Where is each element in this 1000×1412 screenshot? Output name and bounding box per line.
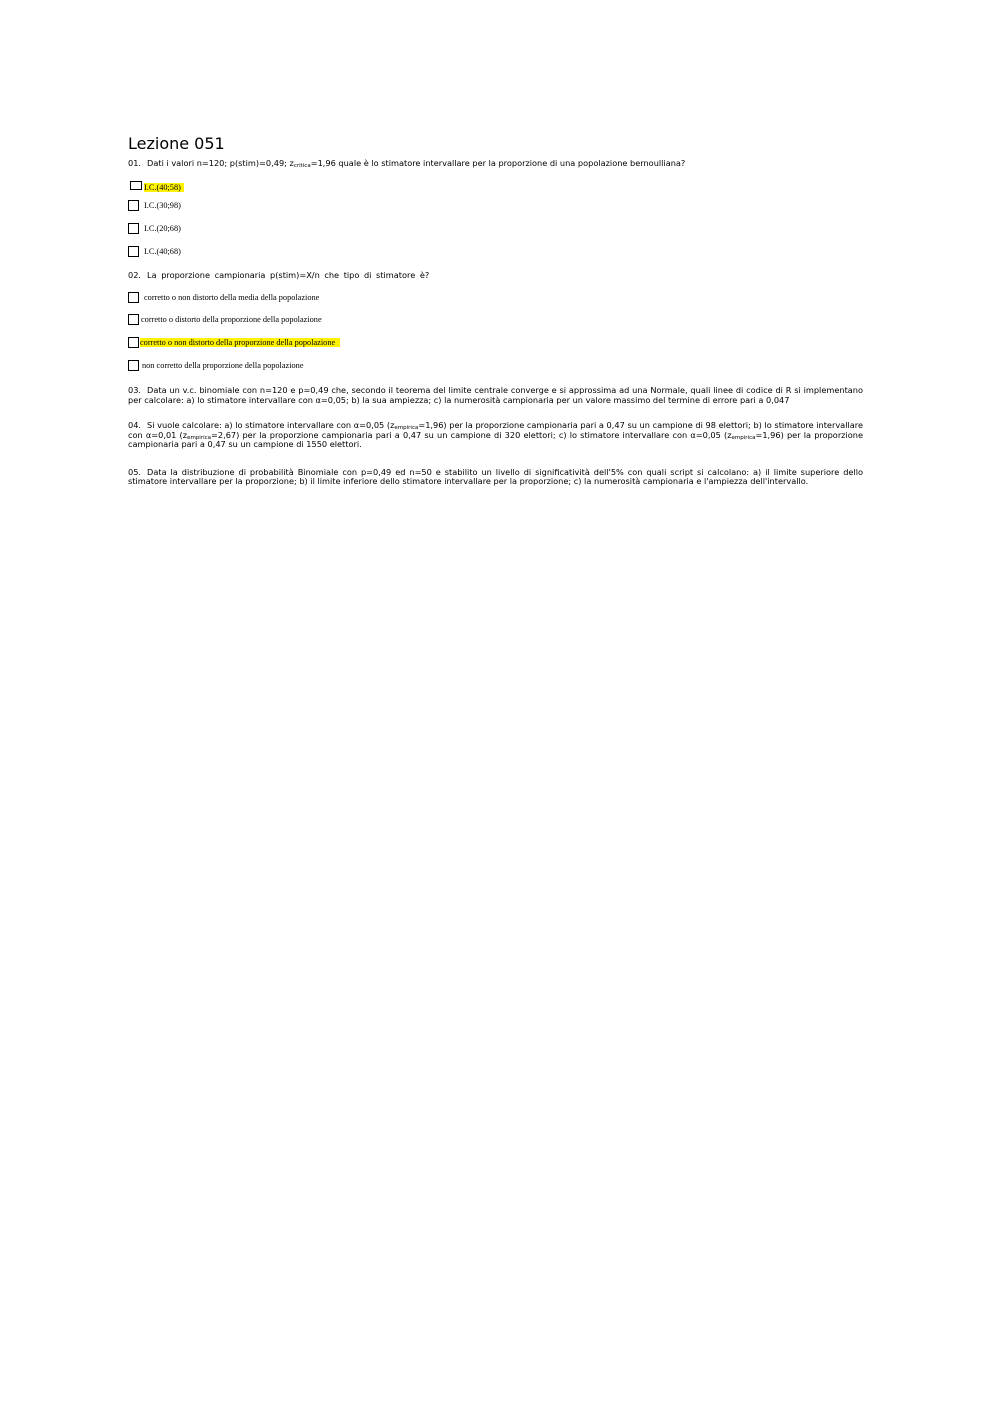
question-text-cont: =1,96) per la proporzione campionaria pari a 0,47 su un campione di 98 elettori; b) lo stimatore intervallare con α=0,01 (z <box>128 420 863 440</box>
subscript: empirica <box>187 434 212 441</box>
q2-option-4[interactable] <box>128 358 863 372</box>
question-1 <box>128 159 863 169</box>
question-5 <box>128 468 863 487</box>
question-text-cont: =1,96 quale è lo stimatore intervallare per la proporzione di una popolazione bernoulliana? <box>310 158 686 168</box>
subscript: critica <box>293 163 311 169</box>
question-4 <box>128 421 863 450</box>
q2-option-2[interactable] <box>128 312 863 326</box>
subscript: empirica <box>394 425 419 431</box>
checkbox-icon[interactable] <box>128 360 139 371</box>
question-text: Data un v.c. binomiale con n=120 e p=0,49 che, secondo il teorema del limite centrale converge e si approssima ad una Normale, quali linee di codice di R si implementano per calcolare: a) lo stimatore intervallare con α=0,05; b) la sua ampiezza; c) la numerosità campionaria per un valore massimo del termine di errore pari a 0,047 <box>128 385 863 405</box>
option-label: corretto o non distorto della media della popolazione <box>144 292 320 302</box>
checkbox-icon[interactable] <box>128 200 139 211</box>
q1-option-3[interactable] <box>128 222 863 236</box>
q2-option-1[interactable] <box>128 290 863 304</box>
option-label: I.C.(20;68) <box>144 224 181 233</box>
lesson-title: Lezione 051 <box>128 134 225 153</box>
question-2 <box>128 271 863 281</box>
question-number: 03. <box>128 385 142 395</box>
q2-option-3[interactable] <box>128 335 863 349</box>
checkbox-icon[interactable] <box>128 314 139 325</box>
option-label: I.C.(30;98) <box>144 201 181 210</box>
question-text-cont: =1,96) per la proporzione campionaria pari a 0,47 su un campione di 1550 elettori. <box>128 429 863 449</box>
question-number: 02. <box>128 269 142 280</box>
option-label: corretto o distorto della proporzione della popolazione <box>141 314 322 324</box>
question-text: Dati i valori n=120; p(stim)=0,49; z <box>147 158 294 168</box>
question-number: 04. <box>128 420 142 430</box>
checkbox-icon[interactable] <box>128 246 139 257</box>
option-label: non corretto della proporzione della popolazione <box>142 360 304 370</box>
checkbox-icon[interactable] <box>128 223 139 234</box>
option-label: I.C.(40;68) <box>144 247 181 256</box>
question-text: Si vuole calcolare: a) lo stimatore intervallare con α=0,05 (z <box>147 420 395 430</box>
checkbox-icon[interactable] <box>130 181 142 190</box>
q1-option-4[interactable] <box>128 245 863 259</box>
subscript: empirica <box>731 434 756 441</box>
question-number: 01. <box>128 158 142 168</box>
document-page <box>128 134 863 487</box>
question-text: La proporzione campionaria p(stim)=X/n che tipo di stimatore è? <box>147 269 430 280</box>
question-3 <box>128 386 863 405</box>
q1-option-2[interactable] <box>128 199 863 213</box>
option-label: I.C.(40;58) <box>144 183 184 192</box>
option-label: corretto o non distorto della proporzione della popolazione <box>140 338 340 347</box>
checkbox-icon[interactable] <box>128 292 139 303</box>
question-text-cont: =2,67) per la proporzione campionaria pari a 0,47 su un campione di 320 elettori; c) lo stimatore intervallare con α=0,05 (z <box>211 429 732 440</box>
checkbox-icon[interactable] <box>128 337 139 348</box>
question-text: Data la distribuzione di probabilità Binomiale con p=0,49 ed n=50 e stabilito un livello di significatività dell'5% con quali script si calcolano: a) il limite superiore dello stimatore intervallare per la proporzione; b) il limite inferiore dello stimatore intervallare per la proporzione; c) la numerosità campionaria e l'ampiezza dell'intervallo. <box>128 466 863 486</box>
q1-option-1[interactable] <box>128 181 863 194</box>
question-number: 05. <box>128 466 142 477</box>
